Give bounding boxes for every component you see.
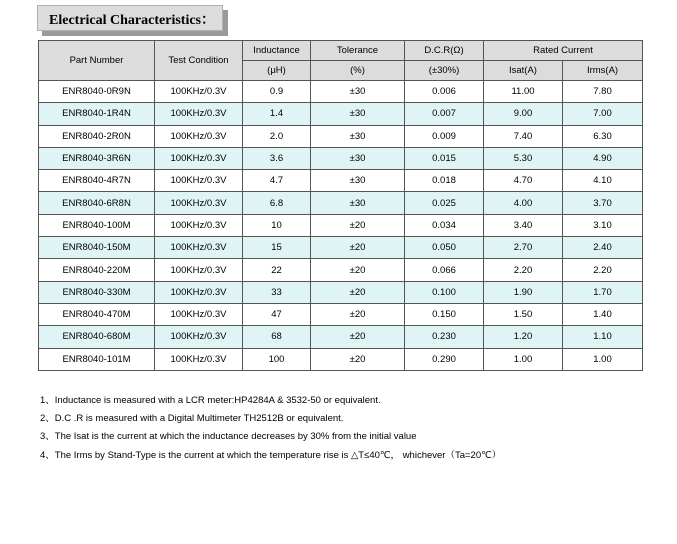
cell-dcr: 0.007: [405, 103, 484, 125]
header-tolerance: Tolerance: [311, 41, 405, 61]
table-row: [39, 170, 643, 192]
cell-test-condition: 100KHz/0.3V: [155, 214, 243, 236]
table-row: [39, 348, 643, 370]
cell-part-number: ENR8040-470M: [39, 303, 155, 325]
header-dcr-unit: (±30%): [405, 61, 484, 81]
cell-part-number: ENR8040-2R0N: [39, 125, 155, 147]
table-row: [39, 192, 643, 214]
table-row: [39, 81, 643, 103]
header-isat: Isat(A): [484, 61, 563, 81]
cell-test-condition: 100KHz/0.3V: [155, 170, 243, 192]
cell-irms: 1.00: [563, 348, 643, 370]
cell-tolerance: ±20: [311, 303, 405, 325]
cell-inductance: 22: [243, 259, 311, 281]
cell-isat: 1.20: [484, 326, 563, 348]
cell-dcr: 0.034: [405, 214, 484, 236]
header-inductance: Inductance: [243, 41, 311, 61]
cell-isat: 4.00: [484, 192, 563, 214]
electrical-characteristics-table: [38, 40, 643, 371]
cell-inductance: 47: [243, 303, 311, 325]
header-test-condition: Test Condition: [155, 41, 243, 81]
cell-isat: 1.00: [484, 348, 563, 370]
cell-inductance: 1.4: [243, 103, 311, 125]
cell-isat: 3.40: [484, 214, 563, 236]
cell-tolerance: ±20: [311, 237, 405, 259]
cell-tolerance: ±30: [311, 125, 405, 147]
cell-test-condition: 100KHz/0.3V: [155, 192, 243, 214]
cell-dcr: 0.015: [405, 147, 484, 169]
cell-irms: 1.70: [563, 281, 643, 303]
cell-part-number: ENR8040-101M: [39, 348, 155, 370]
note-item: 3、The Isat is the current at which the inductance decreases by 30% from the initial value: [40, 431, 417, 443]
cell-irms: 1.40: [563, 303, 643, 325]
table-row: [39, 147, 643, 169]
cell-tolerance: ±30: [311, 170, 405, 192]
cell-tolerance: ±30: [311, 147, 405, 169]
cell-dcr: 0.018: [405, 170, 484, 192]
cell-part-number: ENR8040-330M: [39, 281, 155, 303]
cell-isat: 7.40: [484, 125, 563, 147]
header-rated-current: Rated Current: [484, 41, 643, 61]
cell-dcr: 0.025: [405, 192, 484, 214]
cell-tolerance: ±20: [311, 214, 405, 236]
cell-irms: 4.10: [563, 170, 643, 192]
header-part-number: Part Number: [39, 41, 155, 81]
header-irms: Irms(A): [563, 61, 643, 81]
cell-inductance: 10: [243, 214, 311, 236]
table-body: [39, 81, 643, 371]
cell-dcr: 0.006: [405, 81, 484, 103]
cell-test-condition: 100KHz/0.3V: [155, 147, 243, 169]
cell-test-condition: 100KHz/0.3V: [155, 303, 243, 325]
cell-dcr: 0.230: [405, 326, 484, 348]
note-item: 4、The Irms by Stand-Type is the current at which the temperature rise is △T≤40℃， whichever（Ta=20℃）: [40, 449, 502, 461]
cell-irms: 3.10: [563, 214, 643, 236]
header-inductance-unit: (μH): [243, 61, 311, 81]
notes-list: [40, 392, 501, 465]
cell-test-condition: 100KHz/0.3V: [155, 326, 243, 348]
note-item: 1、Inductance is measured with a LCR meter:HP4284A & 3532-50 or equivalent.: [40, 395, 381, 406]
section-title-box: [37, 5, 223, 31]
cell-test-condition: 100KHz/0.3V: [155, 125, 243, 147]
cell-tolerance: ±30: [311, 103, 405, 125]
cell-irms: 6.30: [563, 125, 643, 147]
cell-isat: 1.90: [484, 281, 563, 303]
cell-inductance: 2.0: [243, 125, 311, 147]
cell-tolerance: ±20: [311, 281, 405, 303]
cell-irms: 2.20: [563, 259, 643, 281]
cell-tolerance: ±20: [311, 326, 405, 348]
cell-isat: 1.50: [484, 303, 563, 325]
table-row: [39, 326, 643, 348]
cell-dcr: 0.290: [405, 348, 484, 370]
cell-test-condition: 100KHz/0.3V: [155, 237, 243, 259]
cell-irms: 7.00: [563, 103, 643, 125]
table-row: [39, 259, 643, 281]
cell-test-condition: 100KHz/0.3V: [155, 259, 243, 281]
cell-isat: 4.70: [484, 170, 563, 192]
cell-irms: 1.10: [563, 326, 643, 348]
cell-dcr: 0.150: [405, 303, 484, 325]
cell-part-number: ENR8040-150M: [39, 237, 155, 259]
cell-inductance: 33: [243, 281, 311, 303]
cell-irms: 7.80: [563, 81, 643, 103]
cell-dcr: 0.050: [405, 237, 484, 259]
cell-inductance: 4.7: [243, 170, 311, 192]
table-row: [39, 125, 643, 147]
note-item: 2、D.C .R is measured with a Digital Multimeter TH2512B or equivalent.: [40, 413, 344, 425]
cell-inductance: 100: [243, 348, 311, 370]
cell-inductance: 68: [243, 326, 311, 348]
cell-tolerance: ±20: [311, 348, 405, 370]
cell-inductance: 0.9: [243, 81, 311, 103]
cell-part-number: ENR8040-100M: [39, 214, 155, 236]
cell-irms: 3.70: [563, 192, 643, 214]
cell-dcr: 0.066: [405, 259, 484, 281]
cell-inductance: 3.6: [243, 147, 311, 169]
cell-isat: 11.00: [484, 81, 563, 103]
cell-tolerance: ±30: [311, 81, 405, 103]
cell-irms: 4.90: [563, 147, 643, 169]
section-title: Electrical Characteristics：: [49, 13, 215, 28]
cell-part-number: ENR8040-1R4N: [39, 103, 155, 125]
cell-dcr: 0.100: [405, 281, 484, 303]
cell-tolerance: ±30: [311, 192, 405, 214]
cell-test-condition: 100KHz/0.3V: [155, 103, 243, 125]
cell-test-condition: 100KHz/0.3V: [155, 81, 243, 103]
table-row: [39, 281, 643, 303]
cell-isat: 2.20: [484, 259, 563, 281]
cell-isat: 9.00: [484, 103, 563, 125]
cell-part-number: ENR8040-4R7N: [39, 170, 155, 192]
cell-part-number: ENR8040-3R6N: [39, 147, 155, 169]
cell-part-number: ENR8040-6R8N: [39, 192, 155, 214]
table-row: [39, 237, 643, 259]
cell-part-number: ENR8040-0R9N: [39, 81, 155, 103]
cell-test-condition: 100KHz/0.3V: [155, 348, 243, 370]
table-row: [39, 103, 643, 125]
cell-isat: 5.30: [484, 147, 563, 169]
table-row: [39, 214, 643, 236]
table-row: [39, 303, 643, 325]
cell-test-condition: 100KHz/0.3V: [155, 281, 243, 303]
cell-inductance: 6.8: [243, 192, 311, 214]
header-tolerance-unit: (%): [311, 61, 405, 81]
cell-inductance: 15: [243, 237, 311, 259]
cell-isat: 2.70: [484, 237, 563, 259]
cell-dcr: 0.009: [405, 125, 484, 147]
cell-part-number: ENR8040-220M: [39, 259, 155, 281]
header-dcr: D.C.R(Ω): [405, 41, 484, 61]
cell-irms: 2.40: [563, 237, 643, 259]
cell-part-number: ENR8040-680M: [39, 326, 155, 348]
cell-tolerance: ±20: [311, 259, 405, 281]
